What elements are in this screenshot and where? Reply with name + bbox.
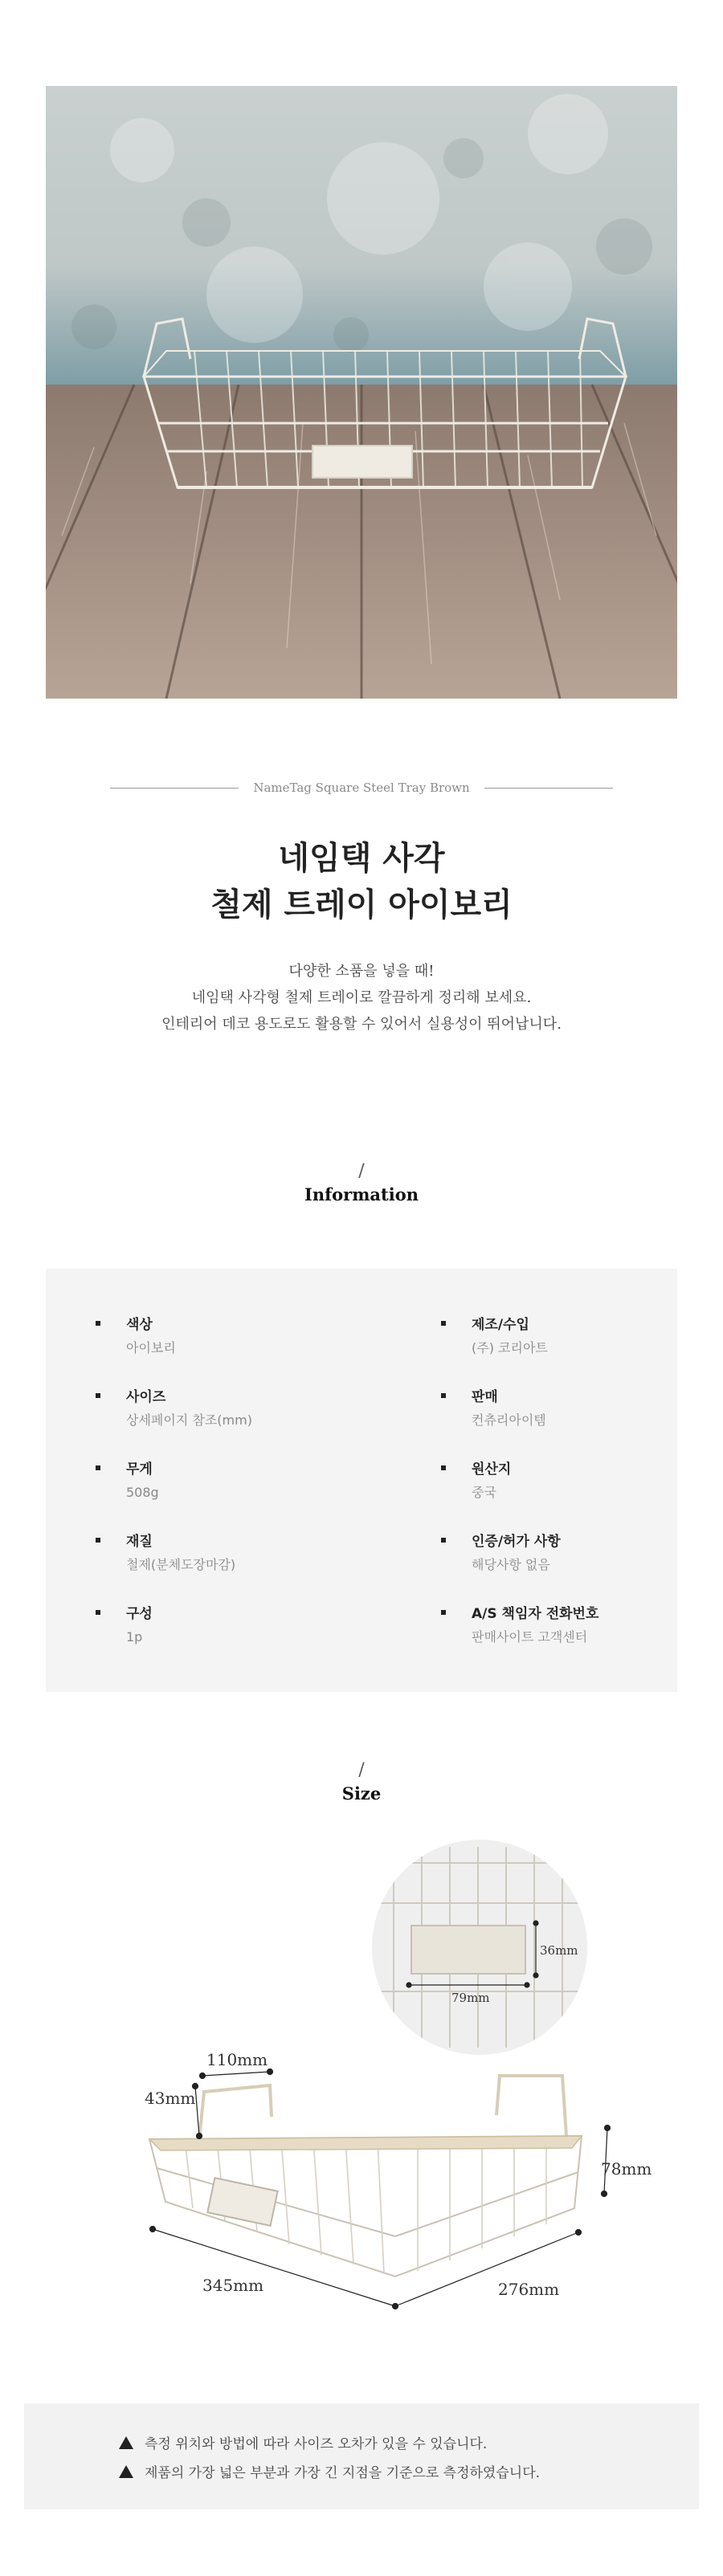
info-key: 판매 [472,1389,498,1405]
info-value: 판매사이트 고객센터 [472,1629,588,1645]
hero-product-photo [46,86,677,699]
bullet-icon [441,1538,446,1543]
bullet-icon [441,1321,446,1326]
notice-row-1 [119,2432,487,2452]
bullet-icon [96,1393,100,1398]
bullet-icon [441,1610,446,1615]
notice-text-2: 제품의 가장 넓은 부분과 가장 긴 지점을 기준으로 측정하였습니다. [145,2465,541,2481]
size-diagram [0,1831,723,2353]
description-line-2: 네임택 사각형 철제 트레이로 깔끔하게 정리해 보세요. [191,989,532,1006]
bullet-icon [96,1465,100,1470]
warning-icon [119,2465,133,2478]
english-subtitle: NameTag Square Steel Tray Brown [253,781,470,795]
info-item-size [96,1388,353,1431]
size-diagram-svg [0,1831,723,2353]
information-heading [0,1162,723,1207]
handle-width-label: 110mm [206,2050,268,2069]
product-title-line-1: 네임택 사각 [278,840,445,877]
info-value: 아이보리 [126,1340,176,1355]
bullet-icon [441,1465,446,1470]
height-label: 78mm [601,2159,652,2179]
english-subtitle-row [110,777,613,798]
info-item-manufacturer [441,1315,698,1359]
info-item-certification [441,1532,698,1575]
info-key: 구성 [126,1606,153,1622]
info-value: (주) 코리아트 [472,1340,548,1355]
description-line-1: 다양한 소품을 넣을 때! [288,963,435,980]
product-description [0,958,723,1037]
info-item-material [96,1532,353,1575]
hero-illustration [46,86,677,699]
notice-text-1: 측정 위치와 방법에 따라 사이즈 오차가 있을 수 있습니다. [145,2436,488,2452]
info-value: 철제(분체도장마감) [126,1557,236,1572]
info-value: 컨츄리아이템 [472,1412,546,1428]
info-key: 제조/수입 [472,1317,529,1333]
information-label: Information [304,1184,419,1204]
size-slash: / [358,1760,365,1780]
detail-height-label: 36mm [540,1943,578,1958]
size-label: Size [341,1783,382,1804]
handle-height-label: 43mm [145,2089,196,2108]
info-item-composition [96,1604,353,1648]
info-item-color [96,1315,353,1359]
info-key: 원산지 [472,1461,512,1478]
length-label: 345mm [202,2276,264,2295]
depth-label: 276mm [498,2280,560,2299]
product-title [0,835,723,928]
detail-width-label: 79mm [451,1991,490,2005]
info-key: 재질 [126,1534,153,1550]
bullet-icon [96,1321,100,1326]
info-key: 무게 [126,1461,153,1478]
info-key: 색상 [126,1317,153,1333]
info-value: 해당사항 없음 [472,1557,550,1572]
info-value: 1p [126,1629,143,1645]
divider-left [110,788,239,789]
product-title-line-2: 철제 트레이 아이보리 [210,887,513,923]
info-value: 508g [126,1485,159,1500]
info-value: 상세페이지 참조(mm) [126,1412,252,1428]
bullet-icon [441,1393,446,1398]
bullet-icon [96,1610,100,1615]
info-item-origin [441,1460,698,1503]
notice-row-2 [119,2461,540,2481]
bullet-icon [96,1538,100,1543]
divider-right [484,788,613,789]
info-key: A/S 책임자 전화번호 [472,1606,599,1622]
info-value: 중국 [472,1485,496,1500]
info-key: 인증/허가 사항 [472,1534,561,1550]
info-item-weight [96,1460,353,1503]
information-slash: / [358,1161,365,1181]
information-box [46,1269,677,1692]
notice-box [24,2403,699,2509]
info-item-as-phone [441,1604,698,1648]
info-item-seller [441,1388,698,1431]
warning-icon [119,2436,133,2449]
name-tag-plate [411,1926,525,1974]
description-line-3: 인테리어 데코 용도로도 활용할 수 있어서 실용성이 뛰어납니다. [161,1016,562,1033]
size-heading [0,1761,723,1806]
info-key: 사이즈 [126,1389,166,1405]
